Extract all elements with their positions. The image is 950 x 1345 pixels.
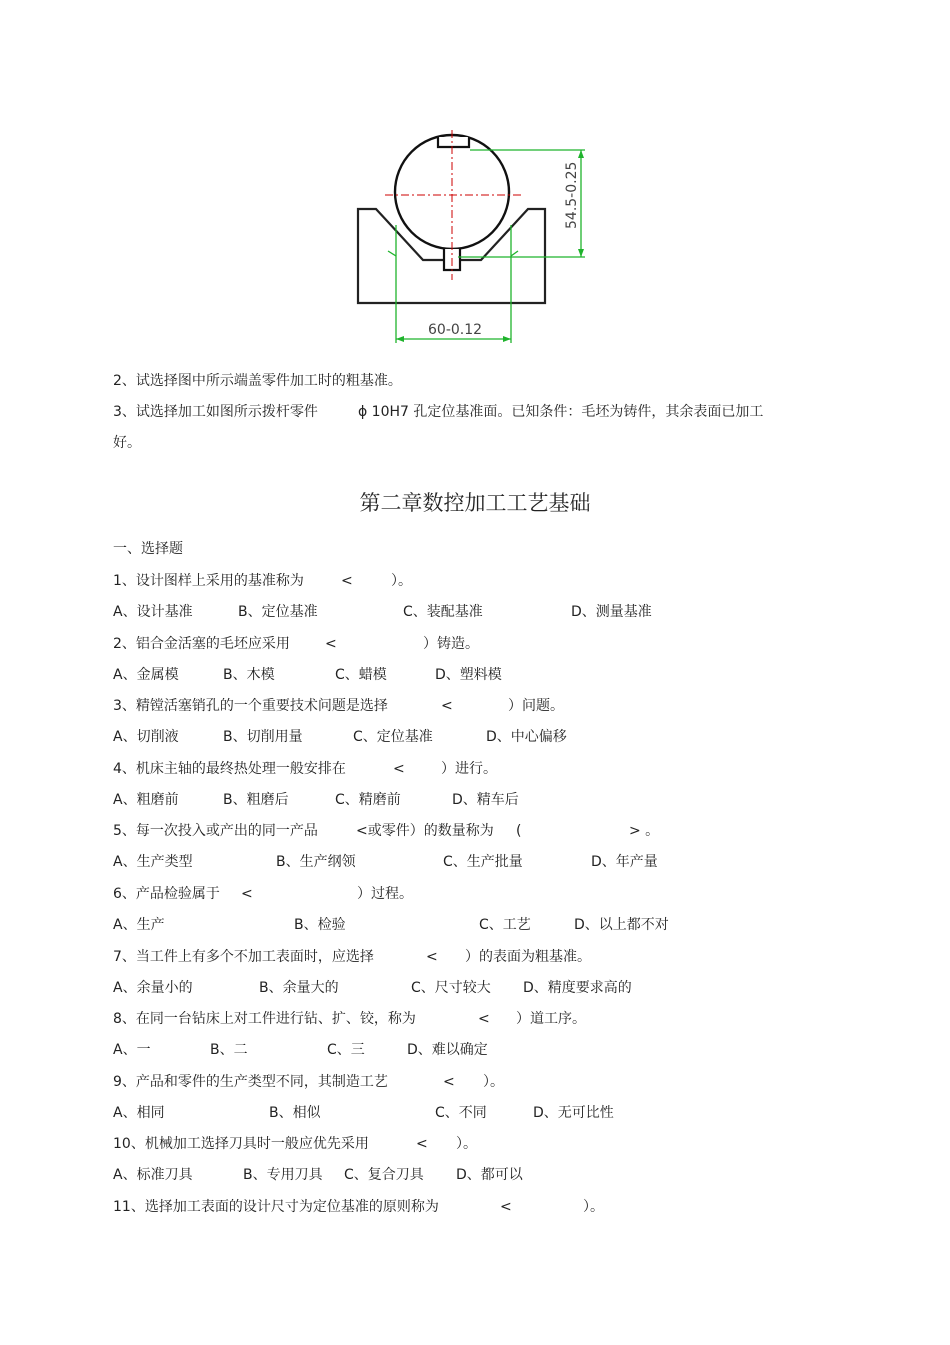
- question-text-segment: 2、铝合金活塞的毛坯应采用: [113, 636, 290, 652]
- section-heading: 一、选择题: [113, 541, 183, 557]
- intro-q3-part-a: 3、试选择加工如图所示拨杆零件: [113, 404, 318, 420]
- chapter-title: 第二章数控加工工艺基础: [359, 491, 591, 515]
- question-text-segment: <: [416, 1136, 428, 1152]
- dim-vertical-label: 54.5-0.25: [564, 161, 580, 229]
- option-d: D、测量基准: [571, 604, 652, 620]
- option-a: A、一: [113, 1042, 151, 1058]
- option-c: C、尺寸较大: [411, 980, 491, 996]
- question-text-segment: ）道工序。: [516, 1011, 586, 1027]
- option-c: C、精磨前: [335, 792, 401, 808]
- question-text-segment: <或零件）的数量称为: [356, 823, 494, 839]
- option-d: D、塑料模: [435, 667, 502, 683]
- option-b: B、相似: [269, 1105, 321, 1121]
- option-a: A、余量小的: [113, 980, 193, 996]
- option-d: D、无可比性: [533, 1105, 614, 1121]
- option-c: C、工艺: [479, 917, 531, 933]
- option-a: A、金属模: [113, 667, 179, 683]
- keyway-top: [438, 137, 469, 147]
- option-c: C、复合刀具: [344, 1167, 424, 1183]
- option-b: B、木模: [223, 667, 275, 683]
- question-text-segment: <: [241, 886, 253, 902]
- question-text-segment: ）问题。: [508, 698, 564, 714]
- question-text-segment: ）过程。: [357, 886, 413, 902]
- question-text-segment: > 。: [629, 823, 660, 839]
- question-text-segment: 3、精镗活塞销孔的一个重要技术问题是选择: [113, 698, 388, 714]
- question-text-segment: <: [500, 1199, 512, 1215]
- option-b: B、定位基准: [238, 604, 318, 620]
- option-d: D、精度要求高的: [523, 980, 632, 996]
- question-text-segment: 9、产品和零件的生产类型不同，其制造工艺: [113, 1074, 388, 1090]
- question-text-segment: 5、每一次投入或产出的同一产品: [113, 823, 318, 839]
- option-b: B、切削用量: [223, 729, 303, 745]
- option-a: A、设计基准: [113, 604, 193, 620]
- intro-q3-part-b: ϕ 10H7 孔定位基准面。已知条件：毛坯为铸件，其余表面已加工: [358, 404, 764, 420]
- question-text-segment: ）铸造。: [423, 636, 479, 652]
- dim-horizontal-label: 60-0.12: [428, 322, 483, 338]
- question-text-segment: <: [393, 761, 405, 777]
- option-b: B、检验: [294, 917, 346, 933]
- intro-q2: 2、试选择图中所示端盖零件加工时的粗基准。: [113, 373, 402, 389]
- option-c: C、装配基准: [403, 604, 483, 620]
- question-text-segment: <: [325, 636, 337, 652]
- option-b: B、粗磨后: [223, 792, 289, 808]
- option-c: C、生产批量: [443, 854, 523, 870]
- option-a: A、标准刀具: [113, 1167, 193, 1183]
- option-d: D、难以确定: [407, 1042, 488, 1058]
- option-a: A、粗磨前: [113, 792, 179, 808]
- question-text-segment: (: [516, 823, 522, 839]
- option-a: A、相同: [113, 1105, 165, 1121]
- question-text-segment: ）进行。: [441, 761, 497, 777]
- question-text-segment: ）。: [391, 573, 412, 589]
- option-c: C、三: [327, 1042, 365, 1058]
- question-text-segment: 6、产品检验属于: [113, 886, 220, 902]
- question-text-segment: 7、当工件上有多个不加工表面时，应选择: [113, 949, 374, 965]
- option-c: C、定位基准: [353, 729, 433, 745]
- option-a: A、生产类型: [113, 854, 193, 870]
- option-d: D、中心偏移: [486, 729, 567, 745]
- option-d: D、都可以: [456, 1167, 523, 1183]
- question-text-segment: ）。: [583, 1199, 604, 1215]
- question-text-segment: <: [341, 573, 353, 589]
- question-text-segment: ）的表面为粗基准。: [465, 949, 591, 965]
- question-text-segment: <: [441, 698, 453, 714]
- question-text-segment: 8、在同一台钻床上对工件进行钻、扩、铰，称为: [113, 1011, 416, 1027]
- option-a: A、生产: [113, 917, 165, 933]
- v-block-figure: [340, 125, 600, 355]
- question-text-segment: 4、机床主轴的最终热处理一般安排在: [113, 761, 346, 777]
- option-d: D、年产量: [591, 854, 658, 870]
- option-d: D、以上都不对: [574, 917, 669, 933]
- option-b: B、余量大的: [259, 980, 339, 996]
- question-text-segment: 11、选择加工表面的设计尺寸为定位基准的原则称为: [113, 1199, 439, 1215]
- question-text-segment: 1、设计图样上采用的基准称为: [113, 573, 304, 589]
- dimension-arrows: [396, 150, 584, 342]
- question-text-segment: <: [443, 1074, 455, 1090]
- question-text-segment: <: [478, 1011, 490, 1027]
- option-c: C、不同: [435, 1105, 487, 1121]
- dimension-lines: [388, 150, 585, 343]
- option-b: B、专用刀具: [243, 1167, 323, 1183]
- option-a: A、切削液: [113, 729, 179, 745]
- option-b: B、生产纲领: [276, 854, 356, 870]
- question-text-segment: 10、机械加工选择刀具时一般应优先采用: [113, 1136, 369, 1152]
- question-text-segment: ）。: [483, 1074, 504, 1090]
- intro-q3: [113, 403, 764, 421]
- question-text-segment: ）。: [456, 1136, 477, 1152]
- question-text-segment: <: [426, 949, 438, 965]
- option-d: D、精车后: [452, 792, 519, 808]
- option-b: B、二: [210, 1042, 248, 1058]
- intro-q3-continued: 好。: [113, 435, 141, 451]
- option-c: C、蜡模: [335, 667, 387, 683]
